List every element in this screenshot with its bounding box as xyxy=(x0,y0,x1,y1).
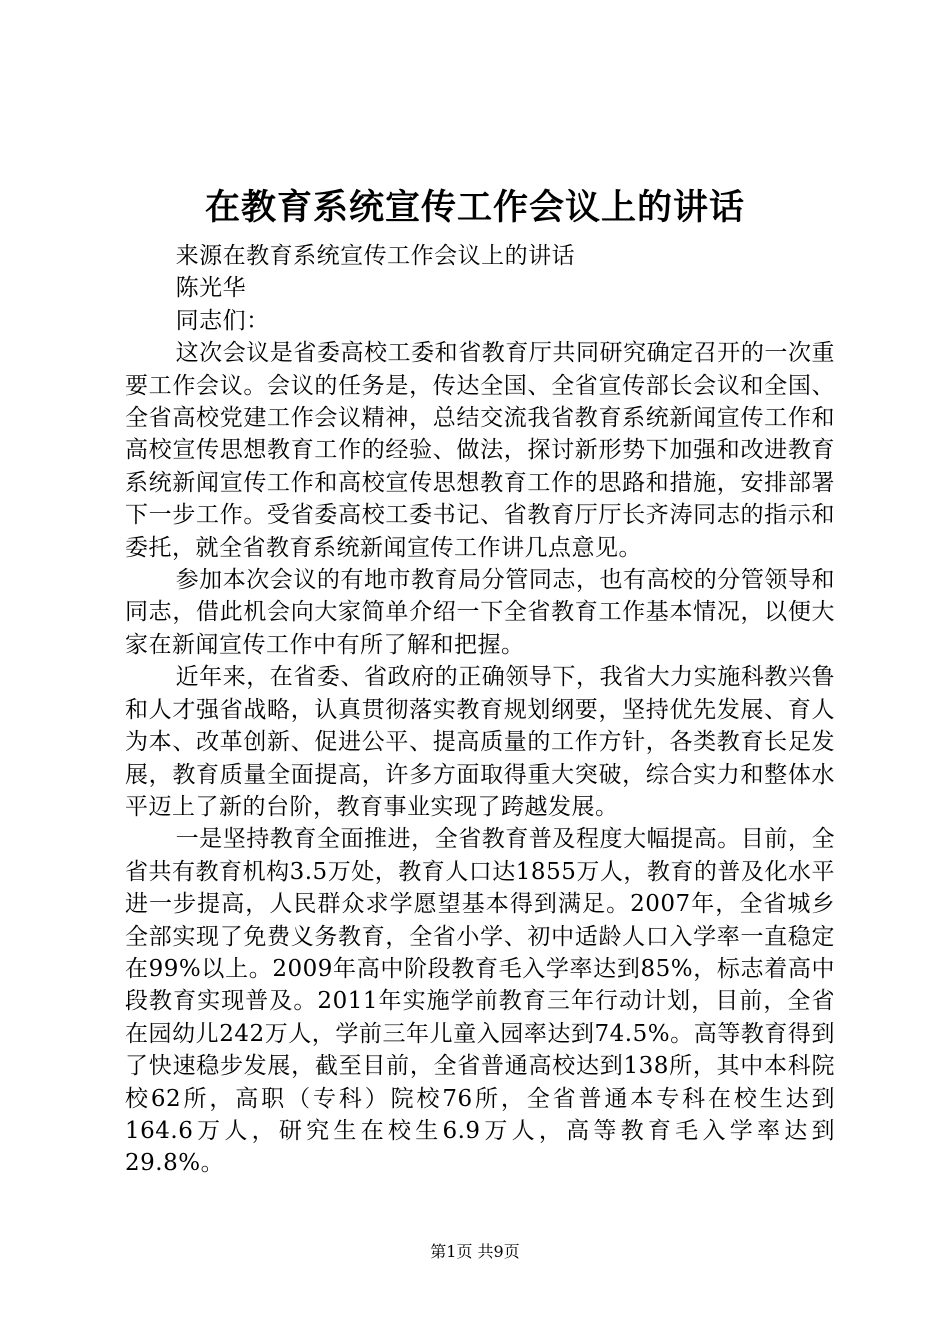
salutation-line: 同志们： xyxy=(175,307,270,334)
paragraph-3: 近年来，在省委、省政府的正确领导下，我省大力实施科教兴鲁和人才强省战略，认真贯彻落实教育规划纲要，坚持优先发展、育人为本、改革创新、促进公平、提高质量的工作方针，各类教育长足发展，教育质量全面提高，许多方面取得重大突破，综合实力和整体水平迈上了新的台阶，教育事业实现了跨越发展。 xyxy=(125,664,835,820)
source-line: 来源在教育系统宣传工作会议上的讲话 xyxy=(175,243,576,269)
document-body xyxy=(125,240,835,1180)
document-title: 在教育系统宣传工作会议上的讲话 xyxy=(204,187,745,228)
paragraph-4: 一是坚持教育全面推进，全省教育普及程度大幅提高。目前，全省共有教育机构3.5万处，教育人口达1855万人，教育的普及化水平进一步提高，人民群众求学愿望基本得到满足。2007年，全省城乡全部实现了免费义务教育，全省小学、初中适龄人口入学率一直稳定在99%以上。2009年高中阶段教育毛入学率达到85%，标志着高中段教育实现普及。2011年实施学前教育三年行动计划，目前，全省在园幼儿242万人，学前三年儿童入园率达到74.5%。高等教育得到了快速稳步发展，截至目前，全省普通高校达到138所，其中本科院校62所，高职（专科）院校76所，全省普通本专科在校生达到164.6万人，研究生在校生6.9万人，高等教育毛入学率达到29.8%。 xyxy=(125,826,835,1177)
paragraph-2: 参加本次会议的有地市教育局分管同志，也有高校的分管领导和同志，借此机会向大家简单介绍一下全省教育工作基本情况，以便大家在新闻宣传工作中有所了解和把握。 xyxy=(125,567,835,658)
page-footer: 第1页 共9页 xyxy=(430,1242,520,1261)
author-line: 陈光华 xyxy=(175,275,247,302)
paragraph-1: 这次会议是省委高校工委和省教育厅共同研究确定召开的一次重要工作会议。会议的任务是，传达全国、全省宣传部长会议和全国、全省高校党建工作会议精神，总结交流我省教育系统新闻宣传工作和高校宣传思想教育工作的经验、做法，探讨新形势下加强和改进教育系统新闻宣传工作和高校宣传思想教育工作的思路和措施，安排部署下一步工作。受省委高校工委书记、省教育厅厅长齐涛同志的指示和委托，就全省教育系统新闻宣传工作讲几点意见。 xyxy=(125,340,835,561)
